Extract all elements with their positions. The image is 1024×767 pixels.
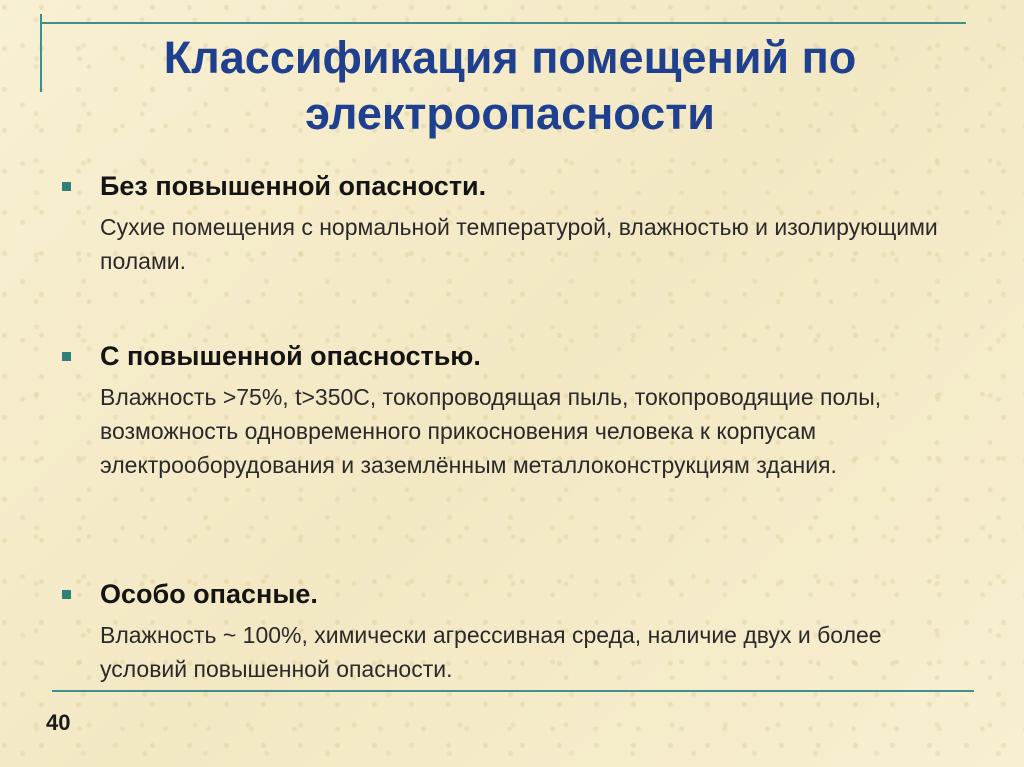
slide-content bbox=[60, 168, 980, 686]
square-bullet-icon bbox=[62, 352, 71, 361]
square-bullet-icon bbox=[62, 182, 71, 191]
footer-divider bbox=[52, 690, 974, 692]
list-item-high-danger bbox=[60, 338, 980, 576]
slide-title: Классификация помещений по электроопасности bbox=[163, 32, 857, 139]
item-description: Влажность >75%, t>350C, токопроводящая пыль, токопроводящие полы, возможность одновременного прикосновения человека к корпусам электрооборудования и заземлённым металлоконструкциям здания. bbox=[100, 384, 882, 478]
frame-top-line bbox=[40, 22, 966, 24]
frame-vertical-line bbox=[40, 14, 42, 92]
item-description: Сухие помещения с нормальной температурой, влажностью и изолирующими полами. bbox=[100, 214, 938, 274]
item-heading: С повышенной опасностью. bbox=[100, 341, 481, 371]
item-heading: Особо опасные. bbox=[100, 579, 318, 609]
square-bullet-icon bbox=[62, 590, 71, 599]
item-heading: Без повышенной опасности. bbox=[100, 171, 487, 201]
list-item-extreme-danger bbox=[60, 576, 980, 686]
list-item-no-danger bbox=[60, 168, 980, 338]
page-number: 40 bbox=[46, 710, 71, 735]
item-description: Влажность ~ 100%, химически агрессивная среда, наличие двух и более условий повышенной опасности. bbox=[100, 622, 882, 682]
